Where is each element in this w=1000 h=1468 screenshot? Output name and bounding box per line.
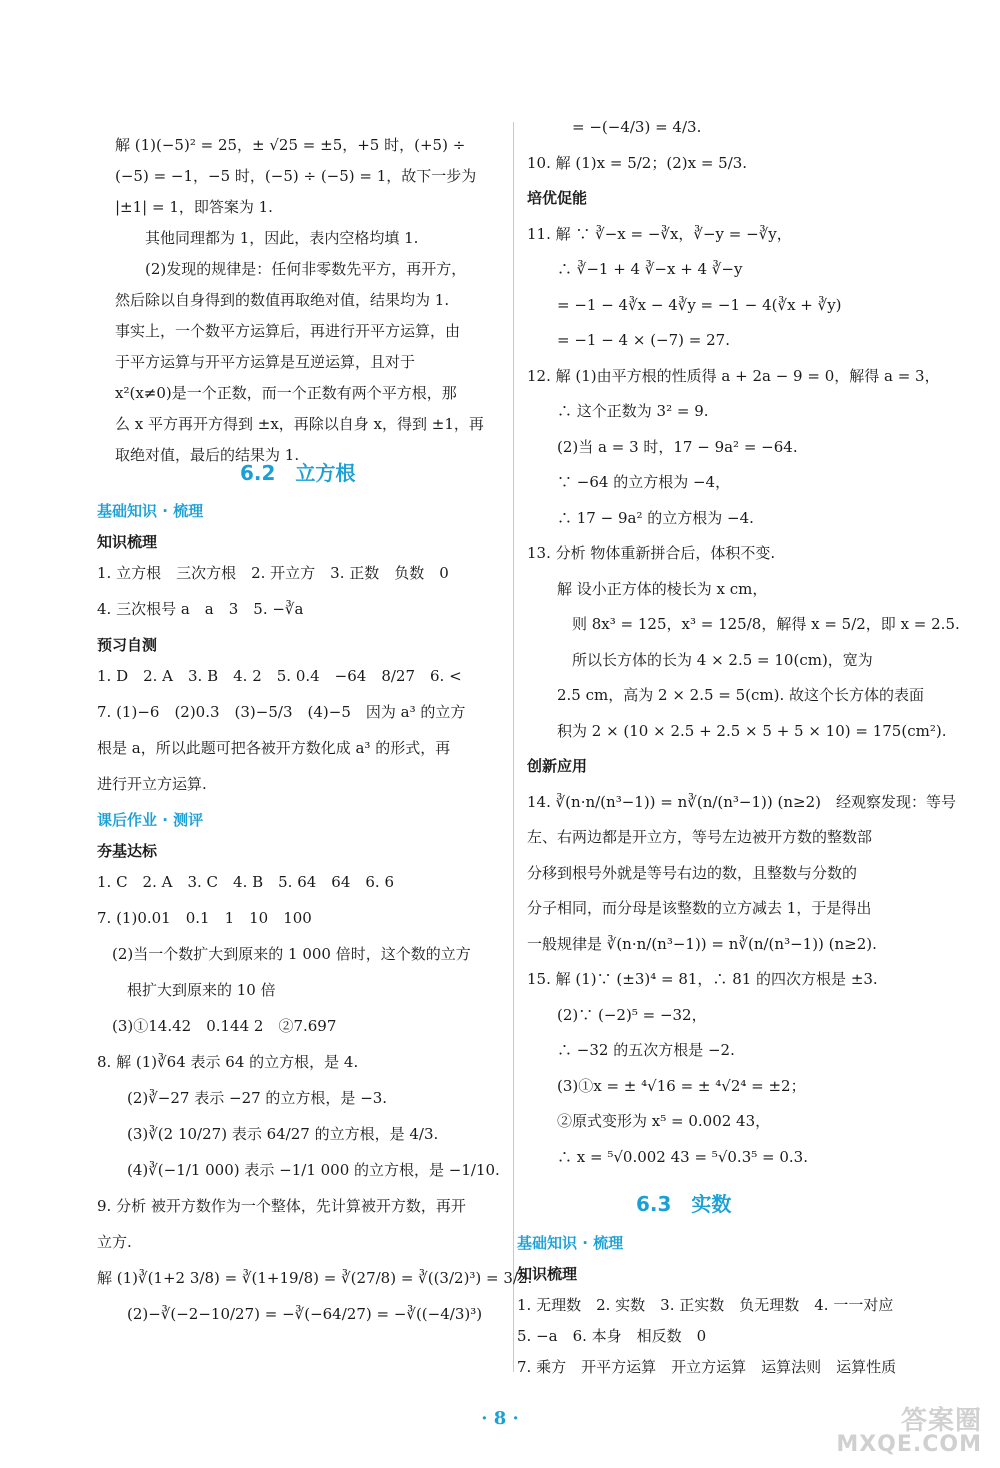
- answer-line: 则 8x³ = 125，x³ = 125/8，解得 x = 5/2，即 x = 2.5.: [527, 615, 960, 633]
- subsection-title: 课后作业 · 测评: [97, 811, 204, 829]
- answer-line: 根扩大到原来的 10 倍: [97, 981, 276, 999]
- section-title-6-2: 6.2 立方根: [240, 461, 356, 485]
- answer-line: (2)∛−27 表示 −27 的立方根，是 −3.: [97, 1089, 388, 1107]
- answer-line: (2)−∛(−2−10/27) = −∛(−64/27) = −∛((−4/3)³): [97, 1305, 483, 1323]
- heading: 夯基达标: [97, 842, 158, 860]
- answer-line: 10. 解 (1)x = 5/2；(2)x = 5/3.: [527, 153, 748, 172]
- answer-line: 7. (1)0.01 0.1 1 10 100: [97, 909, 312, 927]
- answer-line: ∴ −32 的五次方根是 −2.: [527, 1041, 735, 1059]
- paragraph-line: 么 x 平方再开方得到 ±x，再除以自身 x，得到 ±1，再: [115, 415, 484, 433]
- page-number: · 8 ·: [481, 1408, 519, 1429]
- answer-line: 8. 解 (1)∛64 表示 64 的立方根，是 4.: [97, 1053, 359, 1071]
- answer-line: ∵ −64 的立方根为 −4，: [527, 473, 731, 491]
- heading: 知识梳理: [97, 533, 158, 551]
- answer-line: (3)①x = ± ⁴√16 = ± ⁴√2⁴ = ±2；: [527, 1076, 806, 1095]
- answer-line: 7. (1)−6 (2)0.3 (3)−5/3 (4)−5 因为 a³ 的立方: [97, 703, 466, 721]
- paragraph-line: 于平方运算与开平方运算是互逆运算，且对于: [115, 353, 416, 371]
- answer-line: 9. 分析 被开方数作为一个整体，先计算被开方数，再开: [97, 1197, 466, 1215]
- paragraph-line: 事实上，一个数平方运算后，再进行开平方运算，由: [115, 322, 461, 340]
- answer-line: 立方.: [97, 1233, 132, 1251]
- heading: 培优促能: [527, 189, 588, 207]
- answer-line: = −(−4/3) = 4/3.: [527, 118, 702, 136]
- answer-line: 1. C 2. A 3. C 4. B 5. 64 64 6. 6: [97, 873, 395, 891]
- paragraph-line: 然后除以自身得到的数值再取绝对值，结果均为 1.: [115, 291, 450, 309]
- answer-line: 14. ∛(n·n/(n³−1)) = n∛(n/(n³−1)) (n≥2) 经观察发现：等号: [527, 792, 956, 811]
- answer-line: 积为 2 × (10 × 2.5 + 2.5 × 5 + 5 × 10) = 175(cm²).: [527, 721, 947, 740]
- answer-line: 12. 解 (1)由平方根的性质得 a + 2a − 9 = 0，解得 a = 3，: [527, 366, 940, 385]
- answer-line: ②原式变形为 x⁵ = 0.002 43，: [527, 1112, 771, 1130]
- watermark-logo-text: 答案圈: [900, 1406, 982, 1436]
- heading: 知识梳理: [517, 1265, 578, 1283]
- answer-line: 13. 分析 物体重新拼合后，体积不变.: [527, 544, 776, 562]
- answer-line: = −1 − 4∛x − 4∛y = −1 − 4(∛x + ∛y): [527, 295, 842, 314]
- answer-line: ∴ ∛−1 + 4 ∛−x + 4 ∛−y: [527, 260, 743, 278]
- answer-line: 4. 三次根号 a a 3 5. −∛a: [97, 600, 304, 618]
- paragraph-line: (−5) = −1，−5 时，(−5) ÷ (−5) = 1，故下一步为: [115, 167, 477, 185]
- answer-line: (2)当一个数扩大到原来的 1 000 倍时，这个数的立方: [97, 945, 471, 963]
- subsection-title: 基础知识 · 梳理: [517, 1234, 624, 1252]
- answer-line: ∴ x = ⁵√0.002 43 = ⁵√0.3⁵ = 0.3.: [527, 1147, 808, 1166]
- answer-line: (4)∛(−1/1 000) 表示 −1/1 000 的立方根，是 −1/10.: [97, 1161, 500, 1179]
- answer-line: 15. 解 (1)∵ (±3)⁴ = 81，∴ 81 的四次方根是 ±3.: [527, 970, 878, 988]
- paragraph-line: 取绝对值，最后的结果为 1.: [115, 446, 300, 464]
- answer-line: ∴ 17 − 9a² 的立方根为 −4.: [527, 508, 754, 527]
- section-title-6-3: 6.3 实数: [636, 1192, 732, 1216]
- paragraph-line: x²(x≠0)是一个正数，而一个正数有两个平方根，那: [115, 384, 457, 402]
- paragraph-line: 解 (1)(−5)² = 25，± √25 = ±5，+5 时，(+5) ÷: [115, 136, 466, 154]
- answer-line: (3)∛(2 10/27) 表示 64/27 的立方根，是 4/3.: [97, 1125, 439, 1143]
- answer-line: (2)当 a = 3 时，17 − 9a² = −64.: [527, 437, 798, 456]
- column-divider: [513, 122, 514, 1372]
- answer-line: 5. −a 6. 本身 相反数 0: [517, 1327, 707, 1345]
- answer-line: (3)①14.42 0.144 2 ②7.697: [97, 1017, 337, 1035]
- answer-line: 根是 a，所以此题可把各被开方数化成 a³ 的形式，再: [97, 739, 451, 757]
- answer-line: 1. 无理数 2. 实数 3. 正实数 负无理数 4. 一一对应: [517, 1296, 894, 1314]
- answer-line: 7. 乘方 开平方运算 开立方运算 运算法则 运算性质: [517, 1358, 897, 1376]
- paragraph-line: |±1| = 1，即答案为 1.: [115, 198, 273, 216]
- heading: 创新应用: [527, 757, 588, 775]
- answer-line: ∴ 这个正数为 3² = 9.: [527, 402, 709, 420]
- answer-line: 分移到根号外就是等号右边的数，且整数与分数的: [527, 863, 858, 882]
- answer-line: (2)∵ (−2)⁵ = −32，: [527, 1005, 707, 1024]
- answer-line: 1. D 2. A 3. B 4. 2 5. 0.4 −64 8/27 6. <: [97, 667, 462, 685]
- heading: 预习自测: [97, 636, 158, 654]
- paragraph-line: 其他同理都为 1，因此，表内空格均填 1.: [145, 229, 419, 247]
- answer-line: = −1 − 4 × (−7) = 27.: [527, 331, 730, 349]
- answer-line: 11. 解 ∵ ∛−x = −∛x，∛−y = −∛y，: [527, 224, 792, 243]
- paragraph-line: (2)发现的规律是：任何非零数先平方，再开方，: [145, 260, 467, 278]
- answer-line: 1. 立方根 三次方根 2. 开立方 3. 正数 负数 0: [97, 564, 449, 582]
- answer-line: 进行开立方运算.: [97, 775, 207, 793]
- answer-line: 解 设小正方体的棱长为 x cm，: [527, 579, 768, 598]
- answer-line: 所以长方体的长为 4 × 2.5 = 10(cm)，宽为: [527, 650, 873, 669]
- answer-line: 解 (1)∛(1+2 3/8) = ∛(1+19/8) = ∛(27/8) = ∛((3/2)³) = 3/2.: [97, 1269, 533, 1287]
- answer-line: 2.5 cm，高为 2 × 2.5 = 5(cm). 故这个长方体的表面: [527, 686, 925, 704]
- answer-line: 分子相同，而分母是该整数的立方减去 1，于是得出: [527, 899, 872, 917]
- answer-line: 左、右两边都是开立方，等号左边被开方数的整数部: [527, 828, 873, 846]
- answer-line: 一般规律是 ∛(n·n/(n³−1)) = n∛(n/(n³−1)) (n≥2).: [527, 934, 877, 953]
- watermark-url-text: MXQE.COM: [836, 1432, 982, 1457]
- subsection-title: 基础知识 · 梳理: [97, 502, 204, 520]
